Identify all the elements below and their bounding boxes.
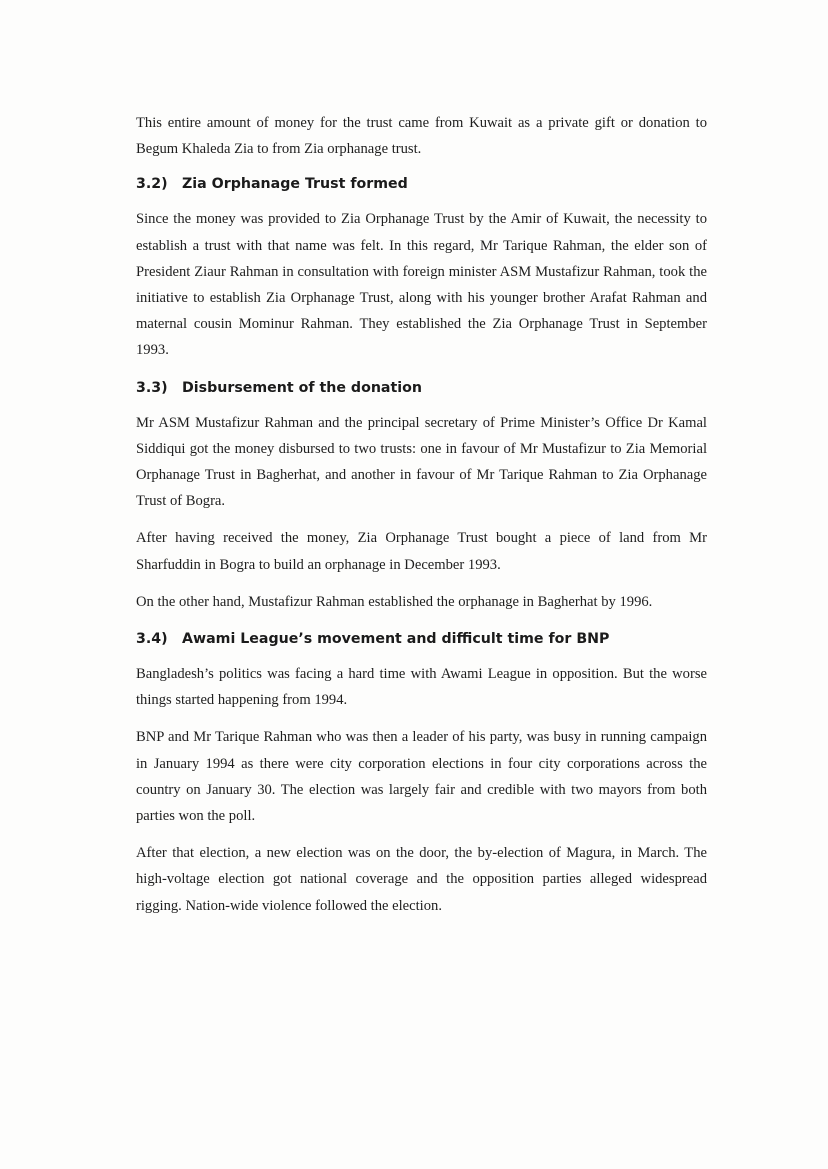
paragraph: After that election, a new election was on the door, the by-election of Magura, in March. The high-voltage election got national coverage and the opposition parties alleged widespread rigging. Nation-wide violence followed the election. xyxy=(136,845,707,914)
paragraph: Mr ASM Mustafizur Rahman and the principal secretary of Prime Minister’s Office Dr Kamal Siddiqui got the money disbursed to two trusts: one in favour of Mr Mustafizur to Zia Memorial Orphanage Trust in Bagherhat, and another in favour of Mr Tarique Rahman to Zia Orphanage Trust of Bogra. xyxy=(136,414,707,510)
paragraph: Since the money was provided to Zia Orphanage Trust by the Amir of Kuwait, the necessity to establish a trust with that name was felt. In this regard, Mr Tarique Rahman, the elder son of President Ziaur Rahman in consultation with foreign minister ASM Mustafizur Rahman, took the initiative to establish Zia Orphanage Trust, along with his younger brother Arafat Rahman and maternal cousin Mominur Rahman. They established the Zia Orphanage Trust in September 1993. xyxy=(136,211,707,359)
paragraph: Bangladesh’s politics was facing a hard time with Awami League in opposition. But the worse things started happening from 1994. xyxy=(136,666,707,709)
section-number: 3.3) xyxy=(136,379,168,396)
paragraph: After having received the money, Zia Orphanage Trust bought a piece of land from Mr Sharfuddin in Bogra to build an orphanage in December 1993. xyxy=(136,530,707,573)
section-number: 3.4) xyxy=(136,631,168,648)
section-title: Awami League’s movement and difficult time for BNP xyxy=(182,631,610,648)
page-content xyxy=(136,110,707,930)
paragraph: BNP and Mr Tarique Rahman who was then a leader of his party, was busy in running campaign in January 1994 as there were city corporation elections in four city corporations across the country on January 30. The election was largely fair and credible with two mayors from both parties won the poll. xyxy=(136,729,707,825)
section-heading-3-3 xyxy=(136,378,707,398)
intro-paragraph: This entire amount of money for the trust came from Kuwait as a private gift or donation to Begum Khaleda Zia to from Zia orphanage trust. xyxy=(136,115,707,158)
section-title: Disbursement of the donation xyxy=(182,379,423,396)
section-heading-3-4 xyxy=(136,629,707,649)
paragraph: On the other hand, Mustafizur Rahman established the orphanage in Bagherhat by 1996. xyxy=(136,593,653,610)
section-heading-3-2 xyxy=(136,174,707,194)
section-number: 3.2) xyxy=(136,176,168,193)
section-title: Zia Orphanage Trust formed xyxy=(182,176,408,193)
